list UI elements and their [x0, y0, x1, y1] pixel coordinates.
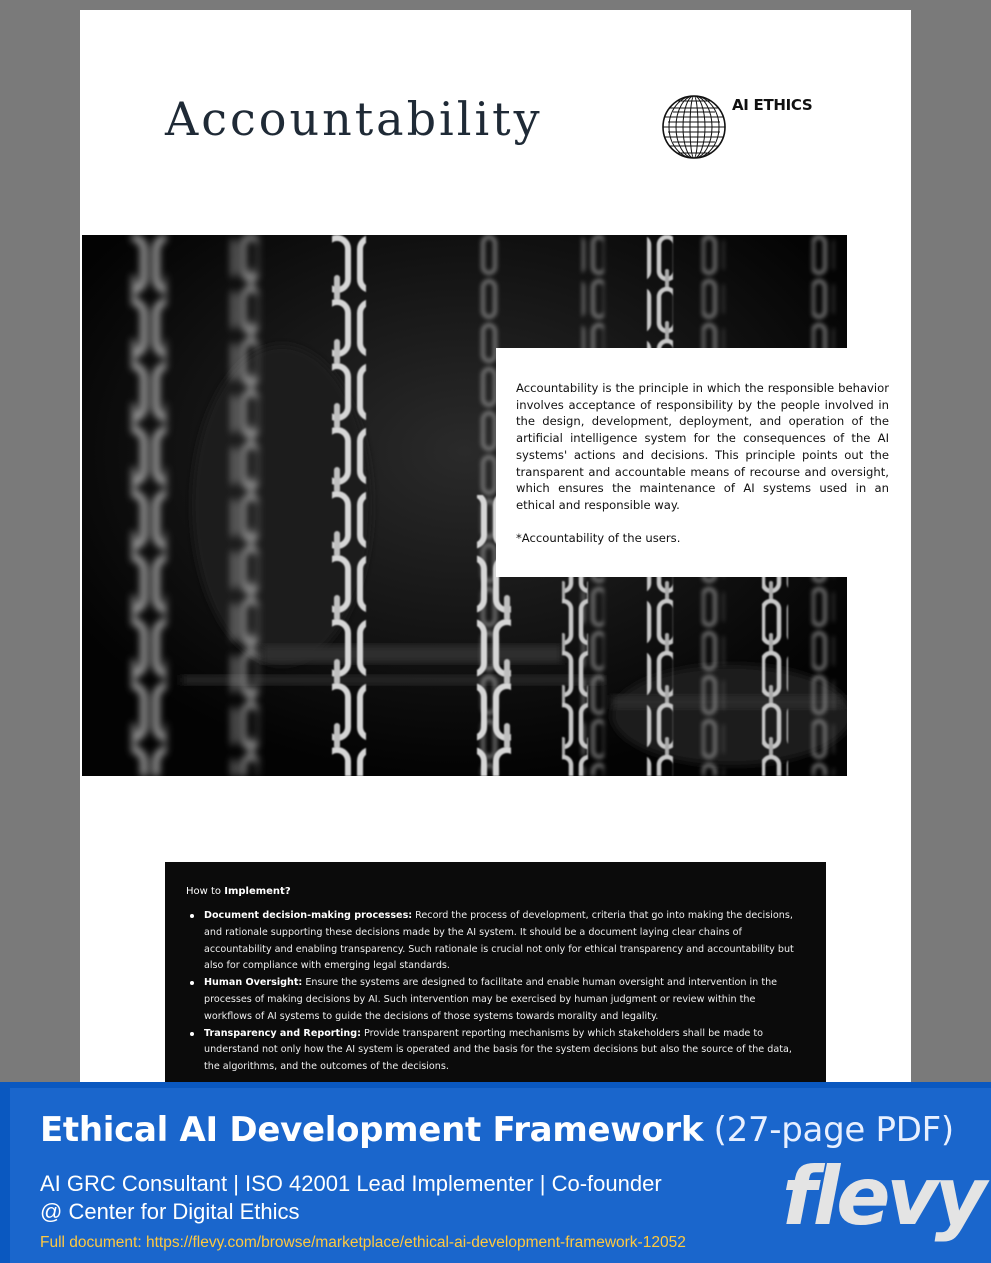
promo-banner: [0, 1082, 991, 1263]
ai-ethics-logo: [661, 94, 821, 160]
list-item: Transparency and Reporting: Provide transparent reporting mechanisms by which stakeholders shall be made to understand not only how the AI system is operated and the basis for the system decisions but also the source of the data, the algorithms, and the outcomes of the decisions.: [186, 1026, 804, 1076]
implementation-heading: How to Implement?: [186, 886, 291, 897]
page-title: Accountability: [165, 92, 543, 146]
logo-label: AI ETHICS: [732, 96, 813, 114]
full-document-link[interactable]: Full document: https://flevy.com/browse/marketplace/ethical-ai-development-framework-12052: [40, 1234, 686, 1251]
list-item: Human Oversight: Ensure the systems are designed to facilitate and enable human oversight and intervention in the processes of making decisions by AI. Such intervention may be exercised by human judgment or review within the workflows of AI systems to guide the decisions of those systems towards morality and legality.: [186, 975, 804, 1025]
flevy-logo: flevy: [782, 1150, 983, 1243]
banner-title: Ethical AI Development Framework (27-page PDF): [40, 1110, 954, 1150]
globe-icon: [661, 94, 727, 160]
document-page: [80, 10, 911, 1263]
principle-text-card: [496, 348, 911, 577]
implementation-list: [186, 908, 804, 1076]
principle-description: Accountability is the principle in which the responsible behavior involves acceptance of responsibility by the people involved in the design, development, deployment, and operation of the artificial intelligence system for the consequences of the AI systems' actions and decisions. This principle points out the transparent and accountable means of recourse and oversight, which ensures the maintenance of AI systems used in an ethical and responsible way.: [516, 381, 889, 512]
principle-note: *Accountability of the users.: [516, 530, 681, 545]
list-item: Document decision-making processes: Record the process of development, criteria that go into making the decisions, and rationale supporting these decisions made by the AI system. It should be a document laying clear chains of accountability and enabling transparency. Such rationale is crucial not only for ethical transparency and accountability but also for compliance with emerging legal standards.: [186, 908, 804, 975]
banner-subtitle: AI GRC Consultant | ISO 42001 Lead Implementer | Co-founder @ Center for Digital Ethics: [40, 1171, 662, 1224]
implementation-box: [165, 862, 826, 1102]
